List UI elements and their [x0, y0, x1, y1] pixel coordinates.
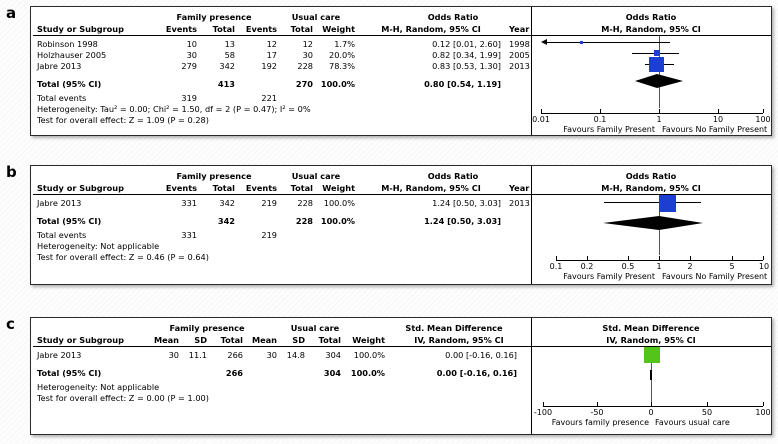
plot-area-c: [531, 318, 771, 434]
row-effect-c-0: 0.00 [-0.16, 0.16]: [445, 350, 517, 360]
row-weight-c-0: 100.0%: [353, 350, 385, 360]
col-header-effect-c: IV, Random, 95% CI: [414, 335, 504, 345]
col-header-events1-a: Events: [165, 24, 197, 34]
row-events1-b-0: 331: [181, 198, 197, 208]
axis-label-b-0: 0.1: [549, 262, 563, 271]
effect-marker-a-0: [580, 41, 583, 44]
axis-label-c-0: -100: [533, 408, 553, 417]
total-events2-a: 221: [261, 93, 277, 103]
axis-label-b-4: 2: [687, 262, 693, 271]
axis-tick-c-0: [543, 402, 544, 406]
panel-c: [30, 317, 772, 435]
axis-label-b-2: 0.5: [621, 262, 635, 271]
plot-title-b: Odds Ratio: [625, 171, 677, 181]
axis-tick-a-0: [541, 109, 542, 113]
total-weight-c: 100.0%: [350, 368, 385, 378]
col-header-year-a: Year: [509, 24, 530, 34]
ci-arrow-left-a-0: [541, 39, 547, 45]
row-study-a-2: Jabre 2013: [37, 61, 82, 71]
row-total2-a-1: 30: [302, 50, 313, 60]
col-header-year-b: Year: [509, 183, 530, 193]
axis-line-c: [543, 406, 763, 407]
group-header-usual-care-b: Usual care: [291, 171, 341, 181]
favours-right-c: Favours usual care: [655, 418, 730, 427]
group-header-family-presence-c: Family presence: [169, 323, 245, 333]
row-effect-a-2: 0.83 [0.53, 1.30]: [432, 61, 501, 71]
total-events1-b: 331: [181, 230, 197, 240]
col-header-events1-b: Events: [165, 183, 197, 193]
total-events1-a: 319: [181, 93, 197, 103]
col-header-mean1-c: Mean: [153, 335, 179, 345]
row-total2-c-0: 304: [325, 350, 341, 360]
outcome-header-b: Odds Ratio: [427, 171, 479, 181]
row-year-a-0: 1998: [509, 39, 530, 49]
axis-label-b-6: 10: [758, 262, 770, 271]
overall-effect-a: Test for overall effect: Z = 1.09 (P = 0.28): [37, 115, 209, 125]
axis-tick-a-2: [659, 109, 660, 113]
group-header-family-presence-b: Family presence: [176, 171, 252, 181]
outcome-header-c: Std. Mean Difference: [405, 323, 503, 333]
heterogeneity-c: Heterogeneity: Not applicable: [37, 382, 160, 392]
row-total1-c-0: 266: [227, 350, 243, 360]
panel-b: [30, 165, 772, 285]
axis-label-b-3: 1: [656, 262, 662, 271]
row-total1-a-2: 342: [219, 61, 235, 71]
row-weight-a-2: 78.3%: [328, 61, 355, 71]
axis-line-b: [556, 260, 763, 261]
total-events2-b: 219: [261, 230, 277, 240]
row-events1-a-2: 279: [181, 61, 197, 71]
row-weight-b-0: 100.0%: [323, 198, 355, 208]
total-effect-a: 0.80 [0.54, 1.19]: [424, 79, 501, 89]
axis-label-c-1: -50: [590, 408, 604, 417]
effect-marker-a-2: [649, 57, 664, 72]
row-weight-a-1: 20.0%: [328, 50, 355, 60]
row-mean2-c-0: 30: [266, 350, 277, 360]
ci-line-a-0: [547, 42, 670, 43]
axis-label-a-4: 100: [755, 115, 771, 124]
row-events1-a-0: 10: [186, 39, 197, 49]
total-events-label-a: Total events: [37, 93, 87, 103]
row-year-a-2: 2013: [509, 61, 530, 71]
favours-left-c: Favours family presence: [551, 418, 649, 427]
row-year-b-0: 2013: [509, 198, 530, 208]
row-mean1-c-0: 30: [168, 350, 179, 360]
pooled-diamond-b: [603, 216, 703, 230]
total-total2-c: 304: [323, 368, 341, 378]
col-header-total1-c: Total: [220, 335, 243, 345]
row-effect-a-0: 0.12 [0.01, 2.60]: [432, 39, 501, 49]
axis-tick-b-6: [763, 256, 764, 260]
col-header-effect-b: M-H, Random, 95% CI: [381, 183, 481, 193]
axis-label-a-2: 1: [656, 115, 662, 124]
axis-label-a-0: 0.01: [532, 115, 550, 124]
row-events2-a-1: 17: [266, 50, 277, 60]
row-total1-a-0: 13: [224, 39, 235, 49]
plot-subtitle-a: M-H, Random, 95% CI: [601, 24, 701, 34]
row-total2-a-0: 12: [302, 39, 313, 49]
plot-subtitle-b: M-H, Random, 95% CI: [601, 183, 701, 193]
total-events-label-b: Total events: [37, 230, 87, 240]
axis-tick-b-3: [659, 256, 660, 260]
axis-tick-c-1: [597, 402, 598, 406]
col-header-weight-c: Weight: [352, 335, 385, 345]
plot-area-b: [531, 166, 771, 284]
effect-marker-a-1: [654, 50, 660, 56]
col-header-mean2-c: Mean: [251, 335, 277, 345]
col-header-study-b: Study or Subgroup: [37, 183, 125, 193]
plot-title-a: Odds Ratio: [625, 12, 677, 22]
axis-tick-a-3: [718, 109, 719, 113]
axis-tick-b-0: [556, 256, 557, 260]
pooled-diamond-c: [650, 370, 652, 380]
axis-label-a-1: 0.1: [593, 115, 607, 124]
axis-tick-b-5: [732, 256, 733, 260]
heterogeneity-b: Heterogeneity: Not applicable: [37, 241, 160, 251]
axis-tick-a-4: [763, 109, 764, 113]
row-study-a-1: Holzhauser 2005: [37, 50, 107, 60]
panel-label-a: a: [6, 4, 17, 22]
favours-right-b: Favours No Family Present: [662, 272, 768, 281]
null-effect-line-a: [659, 36, 660, 108]
col-header-total1-b: Total: [212, 183, 235, 193]
panel-label-b: b: [6, 163, 17, 181]
axis-label-a-3: 10: [712, 115, 724, 124]
total-total1-b: 342: [217, 216, 235, 226]
total-total2-a: 270: [295, 79, 313, 89]
row-sd2-c-0: 14.8: [286, 350, 305, 360]
col-header-effect-a: M-H, Random, 95% CI: [381, 24, 481, 34]
row-year-a-1: 2005: [509, 50, 530, 60]
total-weight-b: 100.0%: [320, 216, 355, 226]
row-study-b-0: Jabre 2013: [37, 198, 82, 208]
pooled-diamond-a: [635, 74, 683, 88]
total-total1-c: 266: [225, 368, 243, 378]
row-study-c-0: Jabre 2013: [37, 350, 82, 360]
total-label-c: Total (95% CI): [37, 368, 102, 378]
axis-tick-c-2: [651, 402, 652, 406]
col-header-sd2-c: SD: [292, 335, 305, 345]
total-total2-b: 228: [295, 216, 313, 226]
row-events1-a-1: 30: [186, 50, 197, 60]
col-header-total1-a: Total: [212, 24, 235, 34]
row-total2-a-2: 228: [297, 61, 313, 71]
row-effect-a-1: 0.82 [0.34, 1.99]: [432, 50, 501, 60]
overall-effect-b: Test for overall effect: Z = 0.46 (P = 0.64): [37, 252, 209, 262]
total-label-b: Total (95% CI): [37, 216, 102, 226]
axis-tick-c-4: [763, 402, 764, 406]
axis-label-c-2: 0: [648, 408, 654, 417]
row-events2-a-2: 192: [261, 61, 277, 71]
col-header-study-a: Study or Subgroup: [37, 24, 125, 34]
plot-area-a: [531, 7, 771, 135]
axis-label-c-4: 100: [755, 408, 771, 417]
col-header-events2-a: Events: [245, 24, 277, 34]
plot-title-c: Std. Mean Difference: [602, 323, 700, 333]
effect-marker-b-0: [659, 195, 676, 212]
col-header-events2-b: Events: [245, 183, 277, 193]
axis-tick-c-3: [707, 402, 708, 406]
total-effect-c: 0.00 [-0.16, 0.16]: [436, 368, 517, 378]
favours-right-a: Favours No Family Present: [662, 125, 768, 134]
outcome-header-a: Odds Ratio: [427, 12, 479, 22]
heterogeneity-a: Heterogeneity: Tau² = 0.00; Chi² = 1.50, df = 2 (P = 0.47); I² = 0%: [37, 104, 311, 114]
group-header-usual-care-a: Usual care: [291, 12, 341, 22]
group-header-family-presence-a: Family presence: [176, 12, 252, 22]
row-total1-a-1: 58: [224, 50, 235, 60]
total-total1-a: 413: [217, 79, 235, 89]
row-weight-a-0: 1.7%: [334, 39, 355, 49]
axis-line-a: [541, 113, 763, 114]
axis-label-c-3: 50: [701, 408, 713, 417]
panel-a: [30, 6, 772, 136]
ci-line-b-0: [604, 202, 701, 203]
col-header-total2-a: Total: [290, 24, 313, 34]
row-events2-b-0: 219: [261, 198, 277, 208]
row-sd1-c-0: 11.1: [188, 350, 207, 360]
col-header-sd1-c: SD: [194, 335, 207, 345]
plot-subtitle-c: IV, Random, 95% CI: [606, 335, 696, 345]
col-header-study-c: Study or Subgroup: [37, 335, 125, 345]
total-label-a: Total (95% CI): [37, 79, 102, 89]
row-study-a-0: Robinson 1998: [37, 39, 98, 49]
group-header-usual-care-c: Usual care: [290, 323, 340, 333]
row-effect-b-0: 1.24 [0.50, 3.03]: [432, 198, 501, 208]
col-header-total2-b: Total: [290, 183, 313, 193]
favours-left-a: Favours Family Present: [563, 125, 655, 134]
effect-marker-c-0: [644, 347, 660, 363]
axis-tick-a-1: [600, 109, 601, 113]
favours-left-b: Favours Family Present: [563, 272, 655, 281]
axis-label-b-1: 0.2: [580, 262, 594, 271]
row-events2-a-0: 12: [266, 39, 277, 49]
axis-tick-b-1: [587, 256, 588, 260]
col-header-weight-b: Weight: [322, 183, 355, 193]
axis-tick-b-4: [690, 256, 691, 260]
overall-effect-c: Test for overall effect: Z = 0.00 (P = 1.00): [37, 393, 209, 403]
axis-tick-b-2: [628, 256, 629, 260]
axis-label-b-5: 5: [729, 262, 735, 271]
total-effect-b: 1.24 [0.50, 3.03]: [424, 216, 501, 226]
row-total2-b-0: 228: [297, 198, 313, 208]
row-total1-b-0: 342: [219, 198, 235, 208]
total-weight-a: 100.0%: [320, 79, 355, 89]
panel-label-c: c: [6, 315, 15, 333]
col-header-weight-a: Weight: [322, 24, 355, 34]
col-header-total2-c: Total: [318, 335, 341, 345]
